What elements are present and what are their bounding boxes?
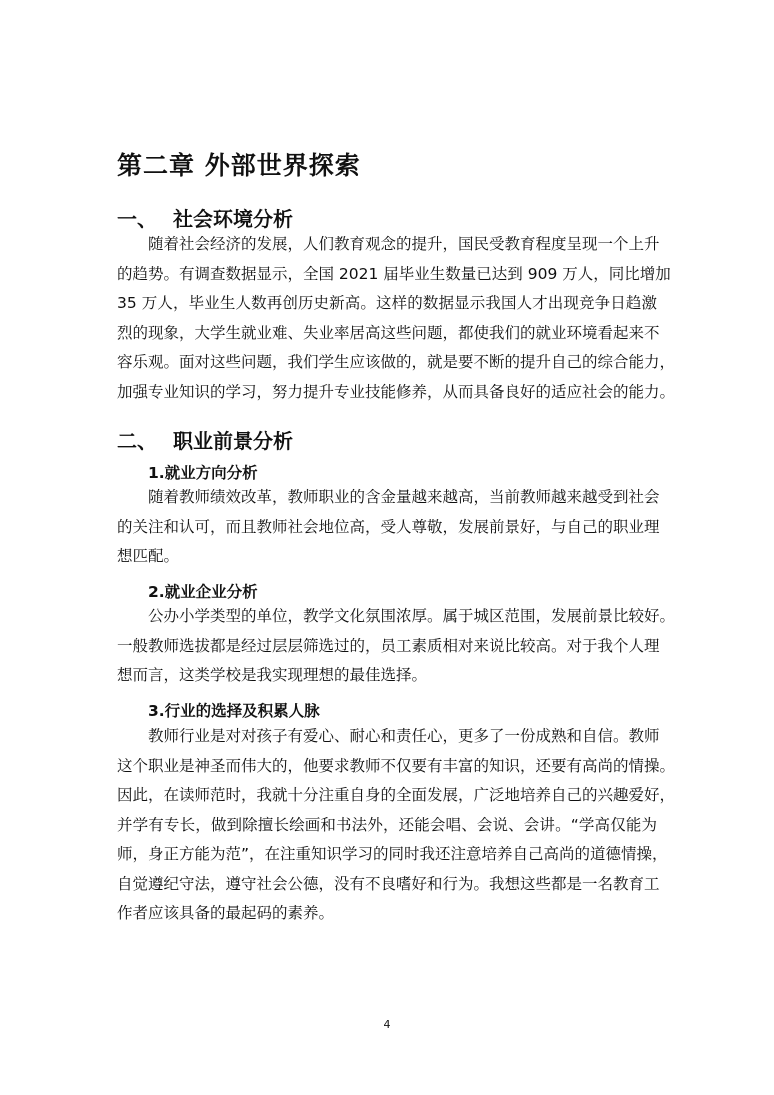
section-title: 职业前景分析 (173, 429, 293, 453)
paragraph-line: 35 万人，毕业生人数再创历史新高。这样的数据显示我国人才出现竞争日趋激 (117, 294, 657, 312)
paragraph-line: 容乐观。面对这些问题，我们学生应该做的，就是要不断的提升自己的综合能力， (117, 353, 676, 371)
chapter-title: 第二章 外部世界探索 (117, 151, 361, 180)
paragraph-line: 想匹配。 (117, 547, 180, 565)
section-number: 一、 (117, 207, 157, 231)
paragraph-social-environment (117, 230, 676, 407)
paragraph-line: 并学有专长，做到除擅长绘画和书法外，还能会唱、会说、会讲。“学高仅能为 (117, 815, 657, 834)
paragraph-line: 随着教师绩效改革，教师职业的含金量越来越高，当前教师越来越受到社会 (148, 488, 660, 506)
section-title: 社会环境分析 (173, 207, 293, 231)
paragraph-line: 随着社会经济的发展，人们教育观念的提升，国民受教育程度呈现一个上升 (148, 235, 660, 253)
paragraph-employment-direction (117, 483, 660, 572)
section-heading-social-environment (117, 203, 293, 232)
section-heading-career-prospects (117, 425, 293, 454)
paragraph-line: 教师行业是对对孩子有爱心、耐心和责任心，更多了一份成熟和自信。教师 (148, 727, 660, 745)
paragraph-line: 一般教师选拔都是经过层层筛选过的，员工素质相对来说比较高。对于我个人理 (117, 636, 660, 655)
paragraph-line: 自觉遵纪守法，遵守社会公德，没有不良嗜好和行为。我想这些都是一名教育工 (117, 874, 660, 893)
paragraph-line: 公办小学类型的单位，教学文化氛围浓厚。属于城区范围，发展前景比较好。 (148, 607, 676, 625)
subsection-heading-employment-direction: 1.就业方向分析 (148, 464, 258, 482)
section-number: 二、 (117, 429, 157, 453)
subsection-heading-employer-analysis: 2.就业企业分析 (148, 583, 258, 601)
page-number: 4 (383, 1018, 391, 1031)
paragraph-industry-choice (117, 722, 676, 929)
paragraph-line: 烈的现象，大学生就业难、失业率居高这些问题，都使我们的就业环境看起来不 (117, 323, 660, 342)
paragraph-line: 加强专业知识的学习，努力提升专业技能修养，从而具备良好的适应社会的能力。 (117, 382, 676, 401)
subsection-heading-industry-choice: 3.行业的选择及积累人脉 (148, 702, 320, 720)
paragraph-line: 师，身正方能为范”，在注重知识学习的同时我还注意培养自己高尚的道德情操， (117, 845, 668, 863)
paragraph-line: 想而言，这类学校是我实现理想的最佳选择。 (117, 666, 428, 684)
paragraph-line: 因此，在读师范时，我就十分注重自身的全面发展，广泛地培养自己的兴趣爱好， (117, 786, 676, 804)
paragraph-line: 的关注和认可，而且教师社会地位高，受人尊敬，发展前景好，与自己的职业理 (117, 517, 660, 536)
paragraph-employer-analysis (117, 602, 676, 691)
paragraph-line: 作者应该具备的最起码的素养。 (117, 904, 335, 922)
paragraph-line: 这个职业是神圣而伟大的，他要求教师不仅要有丰富的知识，还要有高尚的情操。 (117, 756, 676, 775)
paragraph-line: 的趋势。有调查数据显示，全国 2021 届毕业生数量已达到 909 万人，同比增加 (117, 264, 671, 283)
